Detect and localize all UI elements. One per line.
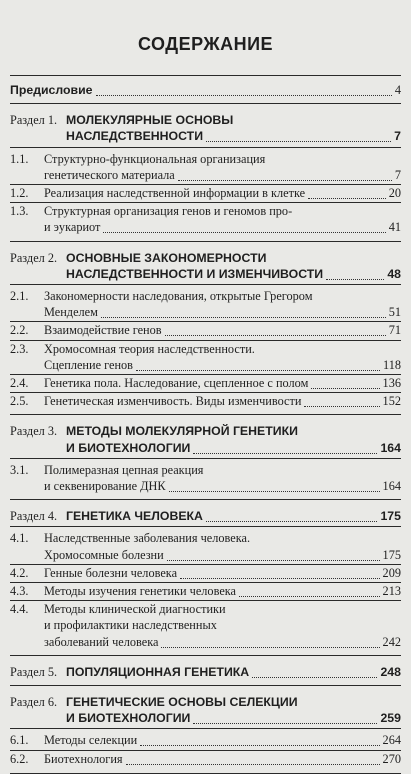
divider [10,103,401,104]
item-number: 2.2. [10,323,29,338]
toc-item-2.5[interactable] [0,393,411,409]
page-number: 164 [382,479,401,493]
page-number: 118 [383,357,401,372]
page-number: 136 [382,376,401,390]
section-title: НАСЛЕДСТВЕННОСТИ И ИЗМЕНЧИВОСТИ [66,266,324,281]
divider [10,728,401,729]
toc-section-2[interactable] [0,266,411,282]
dot-leader [304,394,379,407]
item-title: и профилактики наследственных [44,618,217,633]
item-title: и эукариот [44,220,101,235]
toc-item-2.1[interactable] [0,304,411,320]
item-title: Биотехнология [44,751,123,766]
page-number: 270 [382,751,401,766]
section-title: МОЛЕКУЛЯРНЫЕ ОСНОВЫ [66,113,234,128]
toc-item-1.3[interactable] [0,203,411,219]
section-title: ОСНОВНЫЕ ЗАКОНОМЕРНОСТИ [66,250,267,265]
dot-leader [169,479,380,492]
page-number: 48 [387,266,401,281]
item-title: Генетическая изменчивость. Виды изменчивости [44,394,302,409]
section-title: ГЕНЕТИКА ЧЕЛОВЕКА [66,509,203,524]
toc-item-6.1[interactable] [0,732,411,748]
page-number: 20 [388,186,401,200]
item-number: 1.3. [10,204,29,219]
divider [10,458,401,459]
dot-leader [136,358,380,371]
page-number: 4 [394,83,401,97]
toc-section-6[interactable] [0,694,411,710]
page-number: 248 [380,664,401,679]
item-number: 2.4. [10,376,29,390]
item-number: 4.3. [10,584,29,598]
dot-leader [103,220,385,233]
toc-item-2.4[interactable] [0,375,411,391]
page-number: 41 [388,220,401,235]
toc-item-4.4[interactable] [0,601,411,617]
toc-entry-preface[interactable] [0,82,411,98]
toc-item-1.2[interactable] [0,185,411,201]
item-title: Наследственные заболевания человека. [44,531,251,546]
divider [10,526,401,527]
item-title: Методы клинической диагностики [44,602,226,617]
toc-item-4.2[interactable] [0,565,411,581]
section-label: Раздел 6. [10,695,58,709]
toc-item-4.1[interactable] [0,547,411,563]
dot-leader [239,584,380,597]
toc-item-4.1[interactable] [0,530,411,546]
dot-leader [178,168,392,181]
item-number: 2.5. [10,394,29,409]
divider [10,75,401,76]
page-number: 259 [380,711,401,726]
section-title: И БИОТЕХНОЛОГИИ [66,440,191,455]
section-label: Раздел 3. [10,424,58,439]
item-title: Структурно-функциональная организация [44,151,266,166]
toc-item-6.2[interactable] [0,751,411,767]
item-number: 3.1. [10,462,29,477]
item-title: Взаимодействие генов [44,323,162,338]
page-number: 152 [382,394,401,409]
entry-title: Предисловие [10,83,93,97]
item-title: Полимеразная цепная реакция [44,462,204,477]
section-label: Раздел 2. [10,250,58,265]
item-title: и секвенирование ДНК [44,479,166,493]
page-title: СОДЕРЖАНИЕ [137,34,274,54]
dot-leader [311,376,379,389]
section-title: ПОПУЛЯЦИОННАЯ ГЕНЕТИКА [66,664,250,679]
toc-section-5[interactable] [0,664,411,680]
item-number: 2.1. [10,289,29,303]
section-label: Раздел 1. [10,113,58,128]
divider [10,147,401,148]
section-label: Раздел 5. [10,664,58,679]
dot-leader [252,665,377,678]
page-number: 175 [380,509,401,524]
section-title: НАСЛЕДСТВЕННОСТИ [66,129,204,144]
toc-section-2[interactable] [0,250,411,266]
page-number: 51 [388,305,401,320]
dot-leader [96,83,392,96]
toc-section-3[interactable] [0,423,411,439]
dot-leader [193,441,377,454]
item-title: Структурная организация генов и геномов про- [44,204,293,219]
item-title: Сцепление генов [44,357,133,372]
toc-section-1[interactable] [0,128,411,144]
page-number: 209 [382,565,401,580]
dot-leader [206,509,378,522]
page-number: 242 [382,634,401,649]
item-number: 1.2. [10,186,29,200]
divider [10,284,401,285]
item-title: Закономерности наследования, открытые Грегором [44,289,313,303]
divider [10,499,401,500]
dot-leader [165,323,386,336]
divider [10,685,401,686]
toc-item-2.3[interactable] [0,357,411,373]
section-title: МЕТОДЫ МОЛЕКУЛЯРНОЙ ГЕНЕТИКИ [66,424,298,439]
item-number: 4.2. [10,565,29,580]
section-title: ГЕНЕТИЧЕСКИЕ ОСНОВЫ СЕЛЕКЦИИ [66,695,298,709]
item-number: 6.1. [10,733,29,748]
divider [10,414,401,415]
toc-section-1[interactable] [0,112,411,128]
dot-leader [308,186,386,199]
section-title: И БИОТЕХНОЛОГИИ [66,711,191,726]
toc-item-2.3[interactable] [0,341,411,357]
item-title: Менделем [44,305,98,320]
item-number: 4.4. [10,602,29,617]
page-number: 7 [394,167,401,182]
item-title: Генетика пола. Наследование, сцепленное с полом [44,376,309,390]
page-number: 264 [382,733,401,748]
page-number: 7 [394,129,401,144]
item-title: генетического материала [44,167,175,182]
toc-section-6[interactable] [0,710,411,726]
page-number: 213 [382,584,401,598]
toc-section-4[interactable] [0,508,411,524]
page-number: 71 [388,323,401,338]
dot-leader [193,711,377,724]
section-label: Раздел 4. [10,509,58,524]
dot-leader [206,129,391,142]
divider [10,241,401,242]
dot-leader [140,733,379,746]
item-title: Реализация наследственной информации в клетке [44,186,306,200]
toc-item-2.2[interactable] [0,322,411,338]
item-title: Генные болезни человека [44,565,178,580]
item-number: 6.2. [10,751,29,766]
item-title: Хромосомная теория наследственности. [44,341,255,356]
toc-item-4.4[interactable] [0,634,411,650]
page-number: 164 [380,440,401,455]
item-title: Хромосомные болезни [44,547,164,562]
dot-leader [126,752,380,765]
item-number: 1.1. [10,151,29,166]
toc-section-3[interactable] [0,440,411,456]
page-number: 175 [382,547,401,562]
toc-item-1.3[interactable] [0,219,411,235]
dot-leader [161,635,379,648]
dot-leader [167,548,380,561]
toc-item-3.1[interactable] [0,478,411,494]
toc-item-1.1[interactable] [0,167,411,183]
toc-item-1.1[interactable] [0,151,411,167]
toc-item-4.4[interactable] [0,617,411,633]
toc-item-4.3[interactable] [0,583,411,599]
dot-leader [101,305,386,318]
item-title: Методы селекции [44,733,138,748]
dot-leader [326,267,384,280]
item-title: заболеваний человека [44,634,159,649]
item-number: 4.1. [10,531,29,546]
dot-leader [180,566,380,579]
toc-item-2.1[interactable] [0,288,411,304]
item-title: Методы изучения генетики человека [44,584,237,598]
item-number: 2.3. [10,341,29,356]
divider [10,655,401,656]
toc-item-3.1[interactable] [0,462,411,478]
